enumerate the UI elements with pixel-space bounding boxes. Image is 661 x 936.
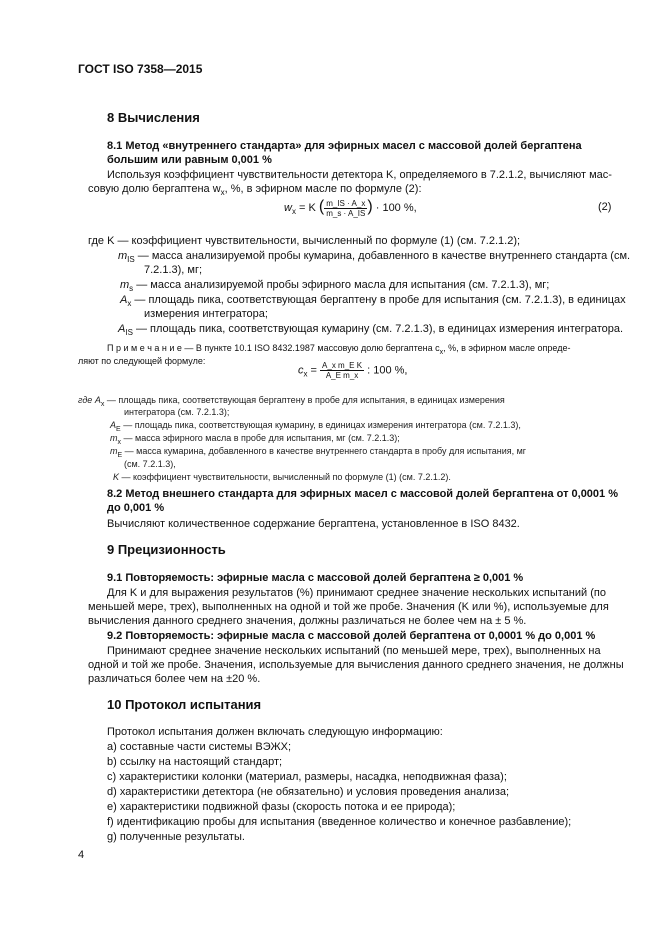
list-item: d) характеристики детектора (не обязательно) и условия проведения анализа; (107, 786, 510, 798)
section-9-2-line1: Принимают среднее значение нескольких испытаний (по меньшей мере, трех), выполненных на (107, 645, 601, 657)
note-line2: ляют по следующей формуле: (78, 356, 206, 366)
section-8-1-title-line2: большим или равным 0,001 % (107, 154, 272, 166)
list-item: e) характеристики подвижной фазы (скорость потока и ее природа); (107, 801, 456, 813)
page-number: 4 (78, 849, 85, 861)
note-where-me-cont: (см. 7.2.1.3), (124, 459, 176, 469)
list-item: f) идентификацию пробы для испытания (введенное количество и конечное разбавление); (107, 816, 572, 828)
section-9-2-title: 9.2 Повторяемость: эфирные масла с массовой долей бергаптена от 0,0001 % до 0,001 % (107, 630, 596, 642)
section-9-1-line2: меньшей мере, трех), выполненных на одной и той же пробе. Значения (K или %), используемые для (88, 601, 609, 613)
intro-line2: совую долю бергаптена $w_x$, %, в эфирном масле по формуле (2): (88, 183, 422, 198)
note-where-ae: $A_E$ — площадь пика, соответствующая кумарину, в единицах измерения интегратора (см. 7.2.1.3), (110, 420, 521, 433)
where-ms: $m_s$ — масса анализируемой пробы эфирного масла для испытания (см. 7.2.1.3), мг; (120, 279, 550, 294)
section-8-1-title-line1: 8.1 Метод «внутреннего стандарта» для эфирных масел с массовой долей бергаптена (107, 140, 582, 152)
note-where-ax-cont: интегратора (см. 7.2.1.3); (124, 407, 230, 417)
note-where-me: $m_E$ — масса кумарина, добавленного в качестве внутреннего стандарта в пробу для испытания, мг (110, 446, 527, 459)
list-item: c) характеристики колонки (материал, размеры, насадка, неподвижная фаза); (107, 771, 507, 783)
section-9-2-line2: одной и той же пробе. Значения, используемые для вычисления данного среднего значения, не должны (88, 659, 624, 671)
list-item: a) составные части системы ВЭЖХ; (107, 741, 292, 753)
where-mis-cont: 7.2.1.3), мг; (144, 264, 203, 276)
where-ax-cont: измерения интегратора; (144, 308, 268, 320)
document-header: ГОСТ ISO 7358—2015 (78, 62, 203, 76)
section-10-intro: Протокол испытания должен включать следующую информацию: (107, 726, 443, 738)
where-mis: $m_{IS}$ — масса анализируемой пробы кумарина, добавленного в качестве внутреннего стандарта (см. (118, 250, 631, 265)
formula-2-number: (2) (598, 201, 612, 213)
where-ax: $A_x$ — площадь пика, соответствующая бергаптену в пробе для испытания (см. 7.2.1.3), в единицах (120, 294, 626, 309)
list-item: b) ссылку на настоящий стандарт; (107, 756, 283, 768)
formula-2: $w_x = K$ ( $\frac{m\_IS \cdot A\_x}{m\_s \cdot A\_IS}$ ) · 100 %, (284, 198, 417, 218)
section-9-title: 9 Прецизионность (107, 542, 226, 557)
section-9-1-title: 9.1 Повторяемость: эфирные масла с массовой долей бергаптена ≥ 0,001 % (107, 572, 524, 584)
section-8-title: 8 Вычисления (107, 110, 200, 125)
section-9-1-line1: Для K и для выражения результатов (%) принимают среднее значение нескольких испытаний (по (107, 587, 606, 599)
note-line1: П р и м е ч а н и е — В пункте 10.1 ISO 8432.1987 массовую долю бергаптена $c_x$, %, в эфирном масле опреде- (107, 343, 571, 356)
note-where-k: K — коэффициент чувствительности, вычисленный по формуле (1) (см. 7.2.1.2). (113, 472, 451, 482)
section-10-title: 10 Протокол испытания (107, 697, 262, 712)
note-where-mx: $m_x$ — масса эфирного масла в пробе для испытания, мг (см. 7.2.1.3); (110, 433, 400, 446)
intro-line1: Используя коэффициент чувствительности детектора K, определяемого в 7.2.1.2, вычисляют мас- (107, 169, 612, 181)
section-9-1-line3: вычисления данного среднего значения, должны различаться не более чем на ± 5 %. (88, 615, 527, 627)
formula-note: $c_x$ = $\frac{\text{A\_x m\_E K}}{\text{A\_E m\_x}}$ : 100 %, (298, 361, 408, 380)
where-ais: $A_{IS}$ — площадь пика, соответствующая кумарину (см. 7.2.1.3), в единицах измерения интегратора. (118, 323, 624, 338)
list-item: g) полученные результаты. (107, 831, 245, 843)
section-8-2-title-line1: 8.2 Метод внешнего стандарта для эфирных масел с массовой долей бергаптена от 0,0001 % (107, 488, 619, 500)
where-k: где K — коэффициент чувствительности, вычисленный по формуле (1) (см. 7.2.1.2); (88, 235, 521, 247)
section-9-2-line3: различаться более чем на ±20 %. (88, 673, 261, 685)
section-8-2-text: Вычисляют количественное содержание бергаптена, установленное в ISO 8432. (107, 518, 520, 530)
note-where-ax: где $A_x$ — площадь пика, соответствующая бергаптену в пробе для испытания, в единицах измерения (78, 395, 505, 408)
section-8-2-title-line2: до 0,001 % (107, 502, 165, 514)
